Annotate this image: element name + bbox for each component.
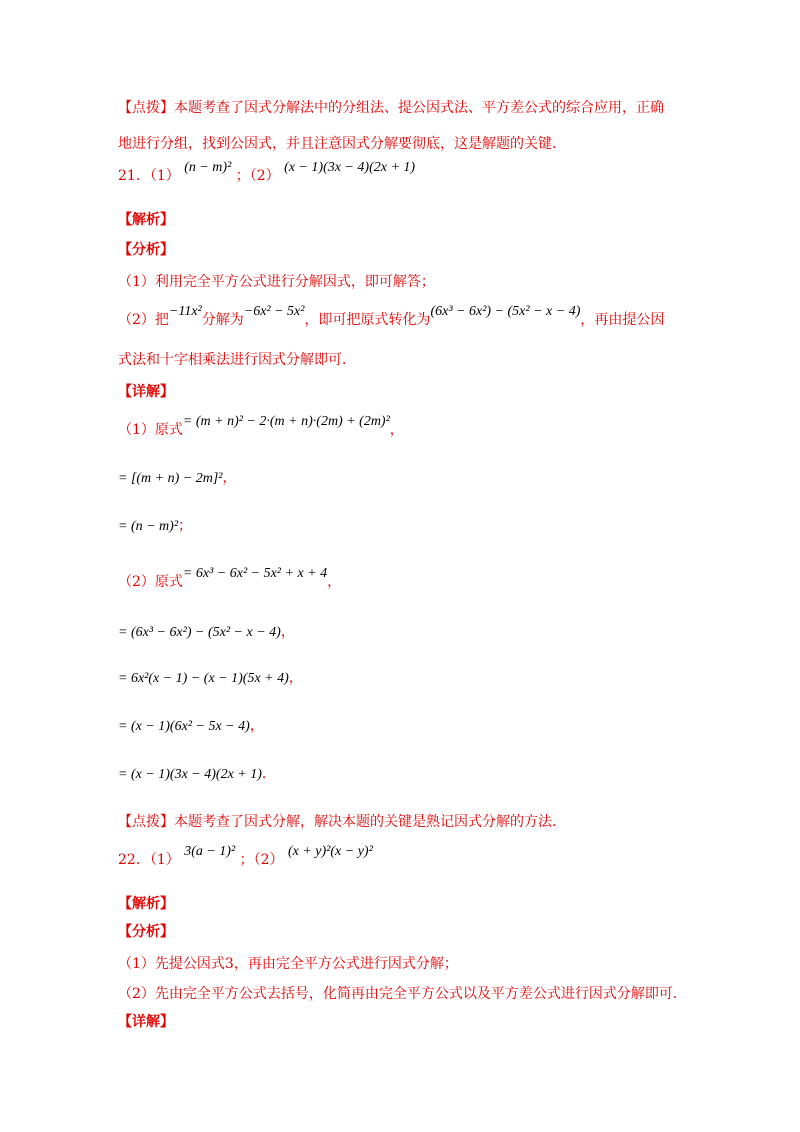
solution-1-label: （1）原式 [118,422,183,438]
analysis-step-2 [118,304,665,331]
tip-paragraph-line-1: 【点拨】本题考查了因式分解法中的分组法、提公因式法、平方差公式的综合应用，正确 [118,100,664,116]
question-22-answer-1: 3(a − 1)² [184,844,236,859]
analysis-22-step-1: （1）先提公因式3，再由完全平方公式进行因式分解； [118,956,458,972]
tip-paragraph-line-2: 地进行分组，找到公因式，并且注意因式分解要彻底，这是解题的关键． [118,136,566,152]
question-21-number: 21．（1） [118,168,180,184]
analysis-step-2-text-b: 分解为 [201,312,244,328]
solution-2-step-4 [118,716,264,737]
solution-1-punct-2: ， [222,470,237,486]
analysis-step-2-math-1: −11x² [168,304,202,319]
solution-2-step-5 [118,764,276,785]
analysis-step-2-text-d: ，再由提公因 [580,312,665,328]
analysis-step-2-text-a: （2）把 [118,312,169,328]
section-xiangjie-22: 【详解】 [118,1014,174,1030]
solution-2-label: （2）原式 [118,574,183,590]
question-21-answer [118,160,416,187]
question-21-answer-2: (x − 1)(3x − 4)(2x + 1) [284,160,416,175]
solution-2-punct-4: ， [249,718,264,734]
solution-2-punct-2: ， [280,624,295,640]
question-21-answer-1: (n − m)² [184,160,232,175]
analysis-step-2-text-c: ，即可把原式转化为 [304,312,431,328]
solution-2-punct-1: ， [327,574,342,590]
question-22-number: 22．（1） [118,852,180,868]
question-22-separator: ；（2） [239,852,284,868]
analysis-step-2-math-2: −6x² − 5x² [243,304,305,319]
solution-2-math-2: = (6x³ − 6x²) − (5x² − x − 4) [118,625,281,640]
solution-1-punct-1: ， [389,422,404,438]
section-fenxi-22: 【分析】 [118,924,174,940]
solution-2-math-4: = (x − 1)(6x² − 5x − 4) [118,719,250,734]
solution-1-punct-3: ； [178,518,193,534]
solution-2-step-2 [118,622,295,643]
tip-paragraph-21: 【点拨】本题考查了因式分解，解决本题的关键是熟记因式分解的方法． [118,814,566,830]
solution-1-step-1 [118,414,404,441]
analysis-step-2-math-3: (6x³ − 6x²) − (5x² − x − 4) [430,304,581,319]
solution-2-step-3 [118,668,303,689]
solution-2-punct-3: ， [288,670,303,686]
solution-2-math-5: = (x − 1)(3x − 4)(2x + 1) [118,767,262,782]
question-21-separator: ；（2） [235,168,280,184]
solution-1-step-3 [118,516,192,537]
solution-2-math-1: = 6x³ − 6x² − 5x² + x + 4 [182,566,328,581]
analysis-step-2-continued: 式法和十字相乘法进行因式分解即可． [118,352,356,368]
question-22-answer-2: (x + y)²(x − y)² [287,844,373,859]
analysis-step-1: （1）利用完全平方公式进行分解因式，即可解答； [118,274,435,290]
solution-1-math-3: = (n − m)² [118,519,179,534]
section-fenxi-21: 【分析】 [118,242,174,258]
solution-2-math-3: = 6x²(x − 1) − (x − 1)(5x + 4) [118,671,289,686]
question-22-answer [118,844,373,871]
section-jiexi-21: 【解析】 [118,212,174,228]
section-jiexi-22: 【解析】 [118,896,174,912]
solution-1-step-2 [118,468,236,489]
analysis-22-step-2: （2）先由完全平方公式去括号，化简再由完全平方公式以及平方差公式进行因式分解即可． [118,986,687,1002]
solution-1-math-1: = (m + n)² − 2·(m + n)·(2m) + (2m)² [182,414,390,429]
solution-2-punct-5: ． [261,766,276,782]
section-xiangjie-21: 【详解】 [118,384,174,400]
solution-1-math-2: = [(m + n) − 2m]² [118,471,223,486]
solution-2-step-1 [118,566,342,593]
